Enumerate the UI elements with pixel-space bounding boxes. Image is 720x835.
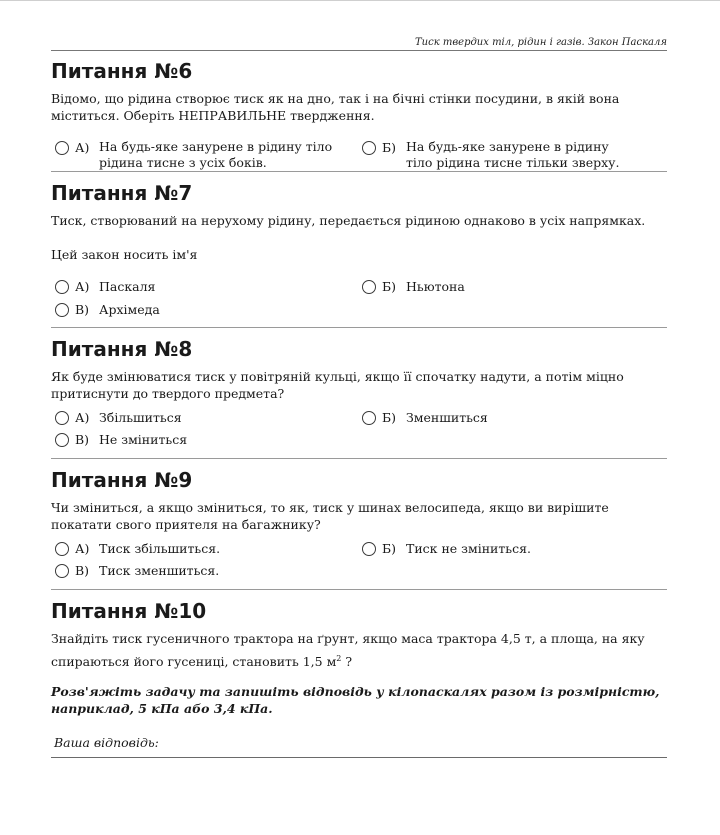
radio-button[interactable] [55, 303, 69, 317]
question-10-text-main: Знайдіть тиск гусеничного трактора на ґрунт, якщо маса трактора 4,5 т, а площа, на яку спираються його гусениці, становить 1,5 м [51, 631, 645, 670]
question-7-text: Тиск, створюваний на нерухому рідину, передається рідиною однаково в усіх напрямках. [51, 213, 646, 228]
question-10-instruction: Розв'яжіть задачу та запишіть відповідь у кілопаскалях разом із розмірністю, наприклад, 5 кПа або 3,4 кПа. [51, 684, 660, 717]
separator [51, 171, 667, 172]
option-text: Паскаля [99, 279, 156, 294]
question-9-title: Питання №9 [51, 468, 193, 492]
option-letter: В) [75, 302, 90, 317]
option-text: Зменшиться [406, 410, 488, 425]
q9-option-c[interactable] [55, 563, 219, 579]
separator [51, 589, 667, 590]
radio-button[interactable] [55, 280, 69, 294]
q9-option-b[interactable] [362, 541, 531, 557]
question-7-title: Питання №7 [51, 181, 193, 205]
header-rule [51, 50, 667, 51]
answer-input-line[interactable] [51, 757, 667, 758]
q7-option-b[interactable] [362, 279, 465, 295]
radio-button[interactable] [362, 141, 376, 155]
superscript: 2 [336, 654, 342, 663]
option-letter: Б) [382, 410, 397, 425]
question-8-text: Як буде змінюватися тиск у повітряній кульці, якщо її спочатку надути, а потім міцно притиснути до твердого предмета? [51, 369, 624, 401]
option-text: Ньютона [406, 279, 465, 294]
q7-option-c[interactable] [55, 302, 160, 318]
question-10 [51, 598, 667, 751]
separator [51, 458, 667, 459]
radio-button[interactable] [55, 411, 69, 425]
option-letter: В) [75, 432, 90, 447]
question-10-text [51, 629, 667, 672]
q8-option-a[interactable] [55, 410, 182, 426]
option-letter: А) [75, 541, 90, 556]
q9-option-a[interactable] [55, 541, 220, 557]
option-text: Збільшиться [99, 410, 182, 425]
option-letter: Б) [382, 140, 397, 155]
radio-button[interactable] [362, 411, 376, 425]
option-text: На будь-яке занурене в рідину тіло рідина тисне з усіх боків. [99, 139, 333, 170]
separator [51, 327, 667, 328]
question-9-text: Чи зміниться, а якщо зміниться, то як, тиск у шинах велосипеда, якщо ви вирішите покатати свого приятеля на багажнику? [51, 500, 609, 532]
radio-button[interactable] [55, 141, 69, 155]
option-letter: А) [75, 410, 90, 425]
question-7 [51, 180, 667, 263]
option-text: Не зміниться [99, 432, 188, 447]
option-text: Тиск не зміниться. [406, 541, 531, 556]
radio-button[interactable] [55, 564, 69, 578]
option-text: На будь-яке занурене в рідину тіло рідина тисне тільки зверху. [406, 139, 620, 170]
option-letter: Б) [382, 541, 397, 556]
q8-option-b[interactable] [362, 410, 488, 426]
question-8-title: Питання №8 [51, 337, 193, 361]
option-text: Тиск зменшиться. [99, 563, 220, 578]
radio-button[interactable] [55, 433, 69, 447]
question-10-title: Питання №10 [51, 599, 207, 623]
option-letter: В) [75, 563, 90, 578]
question-9 [51, 467, 667, 533]
top-border [0, 0, 720, 1]
question-6 [51, 58, 667, 124]
question-6-title: Питання №6 [51, 59, 193, 83]
question-8 [51, 336, 667, 402]
option-text: Тиск збільшиться. [99, 541, 221, 556]
option-letter: А) [75, 279, 90, 294]
option-letter: Б) [382, 279, 397, 294]
question-6-text: Відомо, що рідина створює тиск як на дно, так і на бічні стінки посудини, в якій вона міститься. Оберіть НЕПРАВИЛЬНЕ твердження. [51, 91, 620, 123]
q6-option-a[interactable] [55, 139, 335, 171]
page-header: Тиск твердих тіл, рідин і газів. Закон Паскаля [414, 37, 667, 48]
radio-button[interactable] [362, 280, 376, 294]
question-10-text-end: ? [341, 654, 353, 670]
option-letter: А) [75, 140, 90, 155]
question-7-text-2: Цей закон носить ім'я [51, 247, 198, 262]
answer-label: Ваша відповідь: [54, 735, 159, 751]
q8-option-c[interactable] [55, 432, 187, 448]
q6-option-b[interactable] [362, 139, 632, 171]
radio-button[interactable] [55, 542, 69, 556]
option-text: Архімеда [99, 302, 160, 317]
radio-button[interactable] [362, 542, 376, 556]
q7-option-a[interactable] [55, 279, 155, 295]
